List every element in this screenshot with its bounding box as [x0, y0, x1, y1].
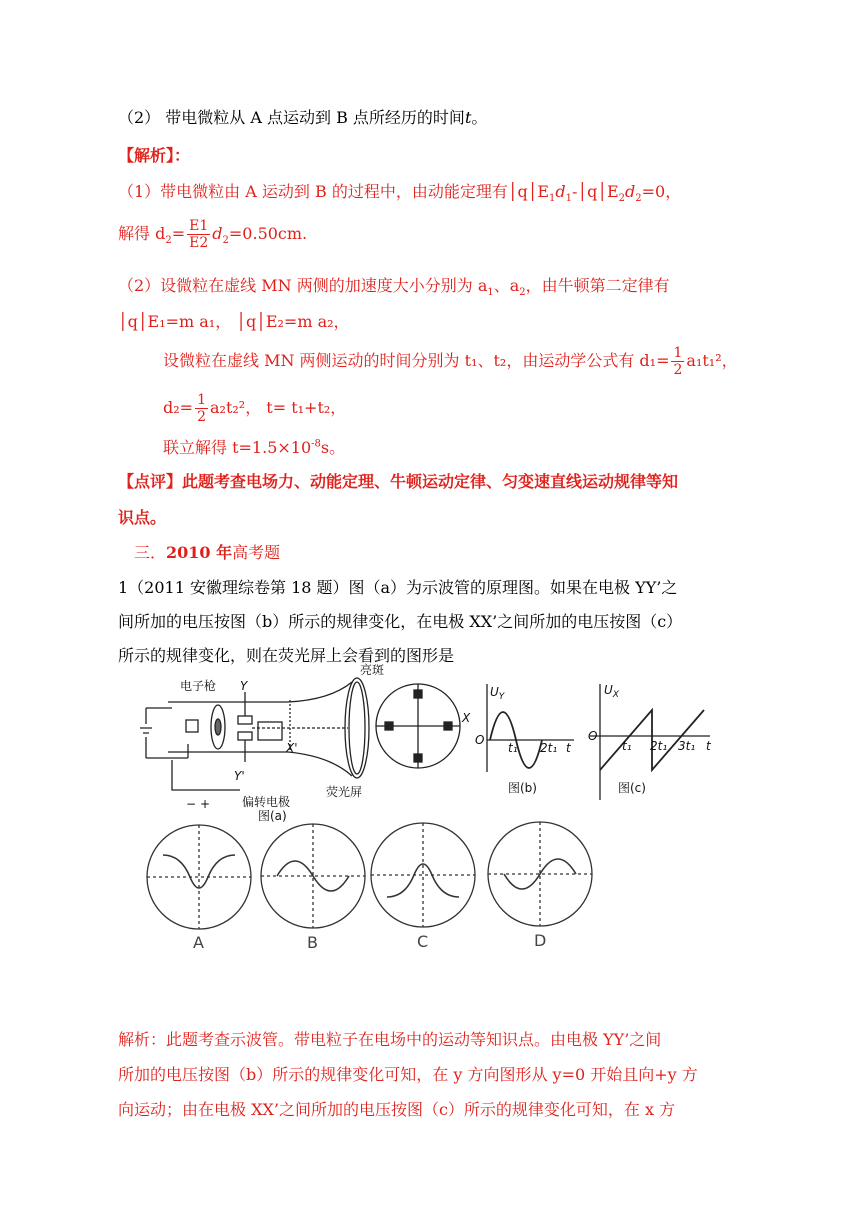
graph-c-origin: O [588, 729, 598, 743]
circuit-wire [146, 708, 188, 758]
eq-term: =0.50cm. [228, 224, 308, 243]
graph-b-origin: O [475, 733, 485, 747]
eq-term: a₁t₁²， [686, 351, 738, 370]
x-plate [258, 722, 282, 740]
label-xp: X' [286, 741, 298, 755]
option-b-label: B [307, 933, 318, 952]
answer-line1: 解析：此题考查示波管。带电粒子在电场中的运动等知识点。由电极 YY’之间 [118, 1030, 662, 1049]
label-minus: − [186, 797, 197, 811]
analysis-label: 【解析】： [118, 146, 191, 165]
option-c-curve [387, 864, 459, 897]
fraction-num: 1 [197, 392, 206, 408]
newton-equations: │q│E₁=m a₁， │q│E₂=m a₂， [118, 312, 350, 331]
plate-marker [385, 722, 393, 730]
graph-b-t1: t₁ [508, 741, 518, 755]
eq-sub: 2 [519, 287, 526, 299]
question-2-text: （2） 带电微粒从 A 点运动到 B 点所经历的时间 [118, 108, 465, 127]
question-line3: 所示的规律变化，则在荧光屏上会看到的图形是 [118, 646, 455, 665]
label-y: Y [240, 679, 248, 693]
graph-b-axis-label: $U_Y$ [490, 685, 505, 702]
eq-term: -│q│E [572, 182, 619, 201]
eq-term: d [555, 182, 566, 201]
eq-term: 、a [493, 276, 520, 295]
result-exp: -8 [311, 438, 321, 450]
plate-marker [444, 722, 452, 730]
label-yp: Y' [234, 769, 245, 783]
eq-term: a₂t₂²， t= t₁+t₂， [209, 398, 347, 417]
analysis-part2-text: （2）设微粒在虚线 MN 两侧的加速度大小分别为 a [118, 276, 488, 295]
electron-gun [186, 720, 198, 732]
option-a-figure[interactable] [147, 825, 251, 929]
option-b-figure[interactable] [261, 824, 365, 928]
fraction-num: E1 [189, 218, 209, 234]
question-2-var: t [464, 108, 472, 127]
label-deflect: 偏转电极 [242, 795, 291, 809]
question-line1: 1（2011 安徽理综卷第 18 题）图（a）为示波管的原理图。如果在电极 YY’之 [118, 578, 678, 597]
result-text: 解得 d [118, 224, 166, 243]
label-fig-a: 图(a) [258, 809, 287, 823]
eq-sub: 2 [165, 235, 172, 247]
kinematics-text: 设微粒在虚线 MN 两侧运动的时间分别为 t₁、t₂，由运动学公式有 d₁= [163, 351, 670, 370]
answer-line3: 向运动；由在电极 XX’之间所加的电压按图（c）所示的规律变化可知，在 x 方 [118, 1100, 676, 1119]
result-label: 联立解得 [163, 438, 233, 457]
eq-sub: 1 [565, 193, 573, 205]
label-x: X [462, 711, 471, 725]
label-spot: 亮斑 [360, 663, 385, 677]
eq-sign: = [171, 224, 186, 243]
plate-marker [414, 690, 422, 698]
eq-sub: 2 [618, 193, 625, 205]
circuit-wire [172, 760, 240, 790]
graph-b-t: t [566, 741, 571, 755]
option-d-label: D [534, 931, 547, 950]
label-fig-b: 图(b) [508, 781, 537, 795]
eq-sub: 1 [487, 287, 494, 299]
eq-sub: 2 [635, 193, 642, 205]
question-line2: 间所加的电压按图（b）所示的规律变化，在电极 XX’之间所加的电压按图（c） [118, 612, 683, 631]
result-value: t=1.5×10 [232, 438, 312, 457]
label-screen: 荧光屏 [326, 785, 363, 799]
option-c-figure[interactable] [371, 823, 475, 927]
eq-term: =0， [641, 182, 682, 201]
graph-c-t1: t₁ [622, 739, 632, 753]
section-year: 2010 年 [166, 543, 233, 562]
result-unit: s。 [320, 438, 346, 457]
eq-term: d [625, 182, 636, 201]
answer-line2: 所加的电压按图（b）所示的规律变化可知，在 y 方向图形从 y=0 开始且向+y 方 [118, 1065, 698, 1084]
option-d-figure[interactable] [488, 822, 592, 926]
label-gun: 电子枪 [180, 679, 217, 693]
label-fig-c: 图(c) [618, 781, 646, 795]
option-c-label: C [417, 932, 429, 951]
y-plate [238, 732, 252, 740]
eq-term: ，由牛顿第二定律有 [525, 276, 670, 295]
y-plate [238, 716, 252, 724]
graph-b-t2: 2t₁ [540, 741, 558, 755]
tube-outline [168, 752, 352, 776]
screen-ellipse [349, 682, 365, 774]
option-c-circle [371, 823, 475, 927]
eq-term: d [212, 224, 223, 243]
fraction-den: E2 [189, 235, 209, 251]
fraction-den: 2 [673, 362, 683, 378]
eq-term: │q│E [507, 182, 550, 201]
question-2-end: 。 [471, 108, 488, 127]
fraction-num: 1 [673, 345, 683, 361]
graph-c-t3: 3t₁ [678, 739, 696, 753]
label-plus: + [200, 797, 211, 811]
eq-sub: 2 [222, 235, 229, 247]
electrode [215, 719, 221, 735]
graph-c-t2: 2t₁ [650, 739, 668, 753]
graph-c-t: t [706, 739, 711, 753]
option-a-curve [163, 855, 235, 888]
analysis-part1-text: （1）带电微粒由 A 运动到 B 的过程中，由动能定理有 [118, 182, 508, 201]
eq-term: d₂= [163, 398, 194, 417]
section-num: 三． [134, 543, 167, 562]
eq-sub: 1 [549, 193, 556, 205]
comment-line1: 【点评】此题考查电场力、动能定理、牛顿运动定律、匀变速直线运动规律等知 [118, 472, 679, 491]
comment-line2: 识点。 [118, 508, 167, 527]
fraction-den: 2 [197, 409, 206, 425]
graph-c-axis-label: $U_X$ [604, 683, 619, 700]
option-a-label: A [193, 933, 204, 952]
plate-marker [414, 754, 422, 762]
section-title: 高考题 [232, 543, 281, 562]
option-a-circle [147, 825, 251, 929]
battery-symbol [140, 708, 152, 758]
